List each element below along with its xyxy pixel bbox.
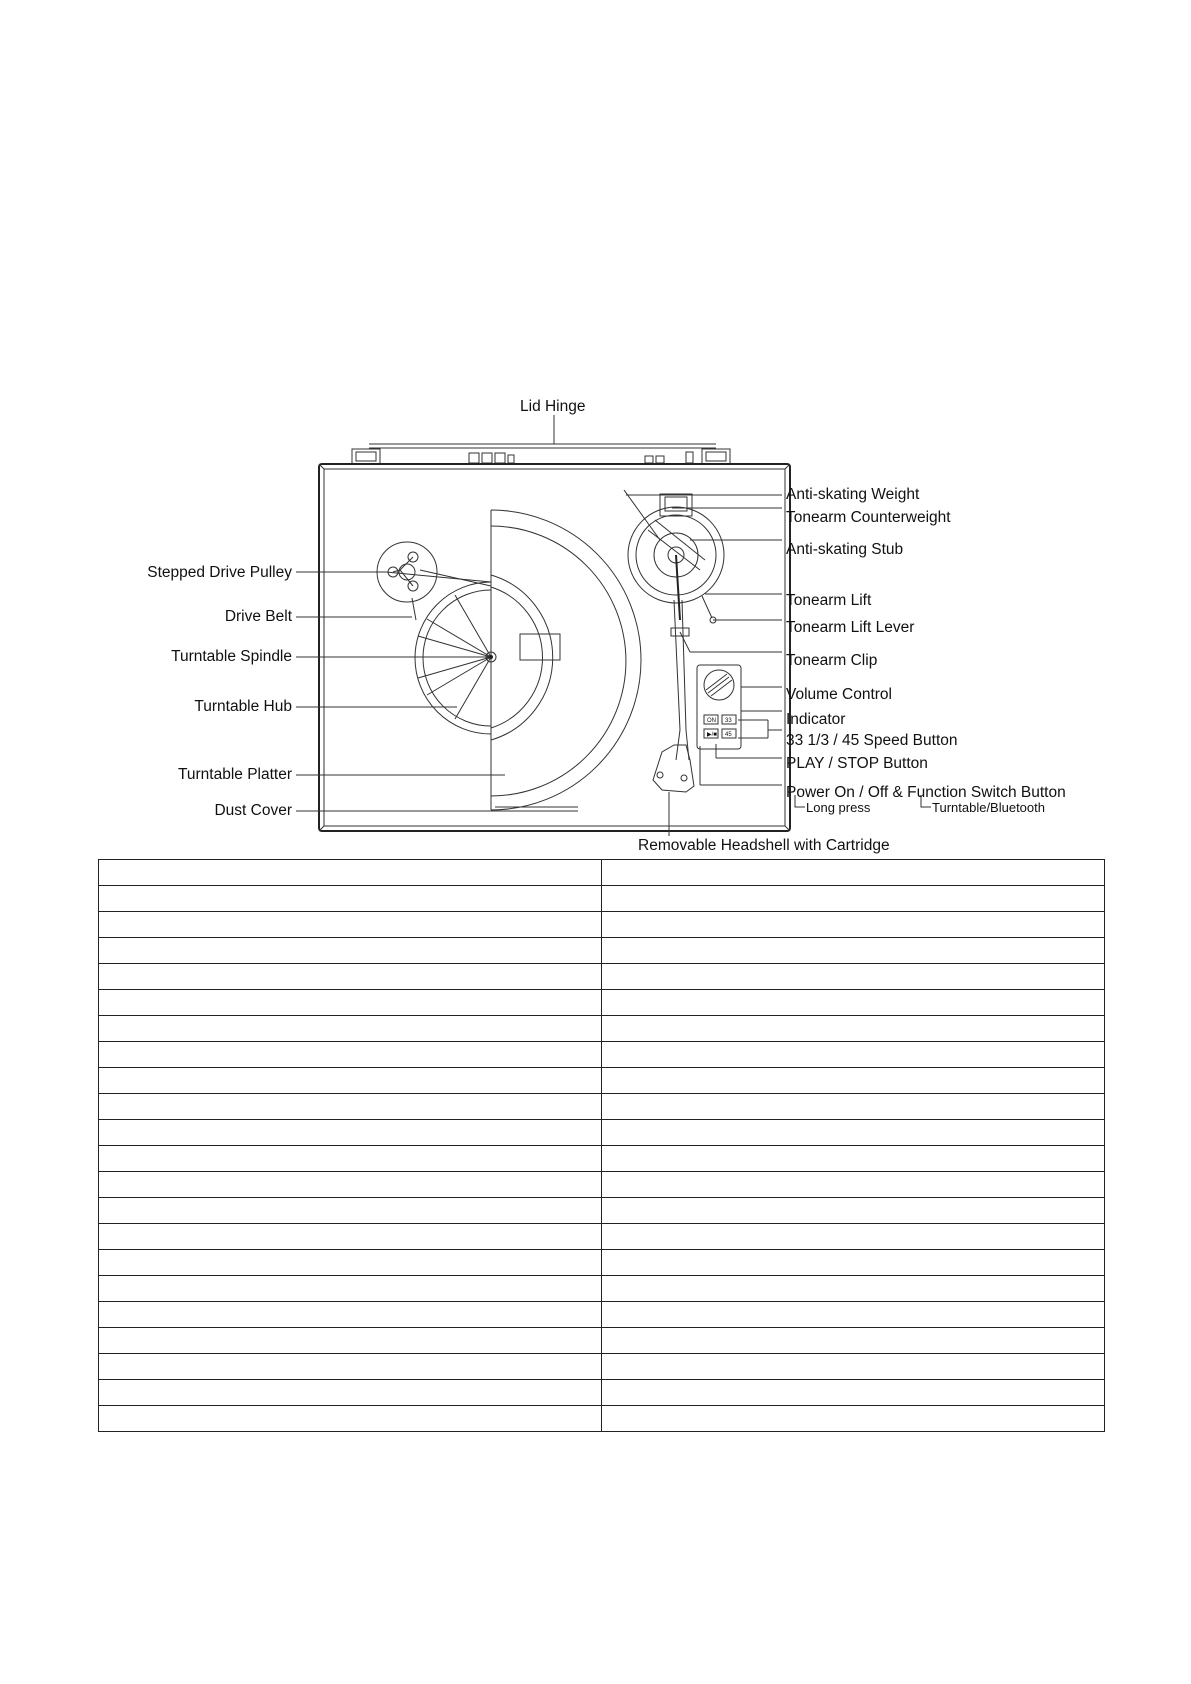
table-row — [99, 1042, 1105, 1068]
table-row — [99, 886, 1105, 912]
svg-text:▶/■: ▶/■ — [707, 732, 717, 738]
table-cell-left — [99, 1068, 602, 1094]
table-cell-left — [99, 912, 602, 938]
table-row — [99, 1094, 1105, 1120]
label-play-stop-button: PLAY / STOP Button — [786, 755, 928, 772]
control-panel — [697, 665, 741, 749]
table-row — [99, 990, 1105, 1016]
table-cell-right — [602, 1042, 1105, 1068]
table-cell-right — [602, 1094, 1105, 1120]
label-stepped-drive-pulley: Stepped Drive Pulley — [147, 564, 292, 581]
table-row — [99, 1276, 1105, 1302]
label-anti-skating-stub: Anti-skating Stub — [786, 541, 904, 558]
label-tonearm-lift: Tonearm Lift — [786, 592, 872, 609]
parts-table-body — [99, 860, 1105, 1432]
table-cell-left — [99, 860, 602, 886]
speed-33-button[interactable]: 33 — [725, 718, 732, 724]
table-row — [99, 1380, 1105, 1406]
table-cell-left — [99, 1224, 602, 1250]
table-cell-left — [99, 964, 602, 990]
table-row — [99, 1198, 1105, 1224]
svg-text:ON: ON — [707, 718, 716, 724]
label-tonearm-counterweight: Tonearm Counterweight — [786, 509, 951, 526]
table-row — [99, 1302, 1105, 1328]
table-cell-right — [602, 1380, 1105, 1406]
table-row — [99, 1250, 1105, 1276]
table-row — [99, 1354, 1105, 1380]
turntable-platter — [491, 510, 641, 810]
tonearm — [671, 555, 689, 760]
table-cell-right — [602, 1224, 1105, 1250]
table-row — [99, 1016, 1105, 1042]
label-turntable-platter: Turntable Platter — [177, 766, 292, 783]
table-cell-left — [99, 1380, 602, 1406]
table-row — [99, 1224, 1105, 1250]
table-cell-right — [602, 1198, 1105, 1224]
table-cell-right — [602, 964, 1105, 990]
table-cell-left — [99, 1172, 602, 1198]
headshell — [653, 745, 694, 792]
label-volume-control: Volume Control — [786, 686, 892, 703]
table-cell-left — [99, 1276, 602, 1302]
table-cell-right — [602, 1328, 1105, 1354]
table-cell-left — [99, 1198, 602, 1224]
label-power-button: Power On / Off & Function Switch Button — [786, 784, 1066, 801]
table-row — [99, 912, 1105, 938]
table-cell-left — [99, 1042, 602, 1068]
label-indicator: Indicator — [786, 711, 846, 728]
table-cell-left — [99, 1094, 602, 1120]
table-cell-left — [99, 938, 602, 964]
table-cell-left — [99, 1016, 602, 1042]
turntable-hub — [415, 582, 496, 734]
table-cell-right — [602, 1016, 1105, 1042]
table-cell-left — [99, 886, 602, 912]
table-cell-right — [602, 1406, 1105, 1432]
table-cell-left — [99, 1146, 602, 1172]
label-turntable-bluetooth: Turntable/Bluetooth — [932, 800, 1045, 815]
table-row — [99, 1172, 1105, 1198]
label-headshell: Removable Headshell with Cartridge — [638, 837, 890, 854]
table-cell-right — [602, 912, 1105, 938]
table-cell-right — [602, 886, 1105, 912]
table-cell-left — [99, 1120, 602, 1146]
table-row — [99, 860, 1105, 886]
label-turntable-spindle: Turntable Spindle — [171, 648, 292, 665]
table-cell-left — [99, 1406, 602, 1432]
table-cell-left — [99, 1250, 602, 1276]
table-cell-right — [602, 1120, 1105, 1146]
table-cell-right — [602, 938, 1105, 964]
table-cell-left — [99, 1354, 602, 1380]
table-cell-right — [602, 1302, 1105, 1328]
table-row — [99, 964, 1105, 990]
table-row — [99, 1328, 1105, 1354]
label-lid-hinge: Lid Hinge — [520, 398, 586, 415]
table-cell-right — [602, 1068, 1105, 1094]
table-cell-right — [602, 1146, 1105, 1172]
table-row — [99, 938, 1105, 964]
table-cell-right — [602, 860, 1105, 886]
label-tonearm-clip: Tonearm Clip — [786, 652, 878, 669]
table-row — [99, 1120, 1105, 1146]
table-cell-right — [602, 990, 1105, 1016]
speed-45-button[interactable]: 45 — [725, 732, 732, 738]
drive-belt — [420, 570, 491, 586]
cabinet-body — [319, 464, 790, 831]
label-tonearm-lift-lever: Tonearm Lift Lever — [786, 619, 915, 636]
label-speed-button: 33 1/3 / 45 Speed Button — [786, 732, 958, 749]
table-cell-right — [602, 1250, 1105, 1276]
label-anti-skating-weight: Anti-skating Weight — [786, 486, 920, 503]
table-row — [99, 1068, 1105, 1094]
table-cell-left — [99, 1302, 602, 1328]
label-dust-cover: Dust Cover — [214, 802, 292, 819]
lid-hinge-assembly — [352, 444, 730, 464]
table-cell-left — [99, 990, 602, 1016]
table-cell-right — [602, 1172, 1105, 1198]
label-long-press: Long press — [806, 800, 871, 815]
table-cell-left — [99, 1328, 602, 1354]
label-drive-belt: Drive Belt — [224, 608, 292, 625]
table-cell-right — [602, 1276, 1105, 1302]
label-turntable-hub: Turntable Hub — [194, 698, 292, 715]
table-row — [99, 1406, 1105, 1432]
parts-table — [98, 859, 1105, 1432]
table-cell-right — [602, 1354, 1105, 1380]
table-row — [99, 1146, 1105, 1172]
